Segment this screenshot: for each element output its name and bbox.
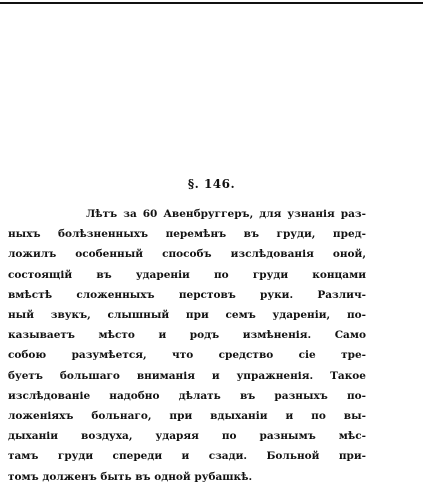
- text-line: ложилъ особенный способъ изслѣдованія оной,: [8, 248, 366, 261]
- text-line: буетъ большаго вниманія и упражненія. Такое: [8, 369, 366, 382]
- text-line: ложеніяхъ больнаго, при вдыханiи и по вы-: [8, 410, 366, 423]
- text-line: ный звукъ, слышный при семъ ударенiи, по-: [8, 309, 366, 322]
- text-line: казываетъ мѣсто и родъ измѣненія. Само: [8, 329, 366, 342]
- text-line: ныхъ болѣзненныхъ перемѣнъ въ груди, пред-: [8, 228, 366, 241]
- text-line: собою разумѣется, что средство сiе тре-: [8, 349, 366, 362]
- text-line: изслѣдованіе надобно дѣлать въ разныхъ по-: [8, 389, 366, 402]
- text-line: состоящій въ ударенiи по груди концами: [8, 268, 366, 281]
- text-line: Лѣтъ за 60 Авенбруггеръ, для узнанія раз-: [86, 208, 366, 220]
- text-line: томъ долженъ быть въ одной рубашкѣ.: [8, 470, 253, 483]
- section-heading: §. 146.: [187, 177, 236, 191]
- top-rule: [0, 2, 423, 4]
- paragraph: [8, 204, 366, 487]
- text-line: дыханіи воздуха, ударяя по разнымъ мѣс-: [8, 430, 366, 443]
- text-line: тамъ груди спереди и сзади. Больной при-: [8, 450, 366, 463]
- text-line: вмѣстѣ сложенныхъ перстовъ руки. Различ-: [8, 288, 366, 301]
